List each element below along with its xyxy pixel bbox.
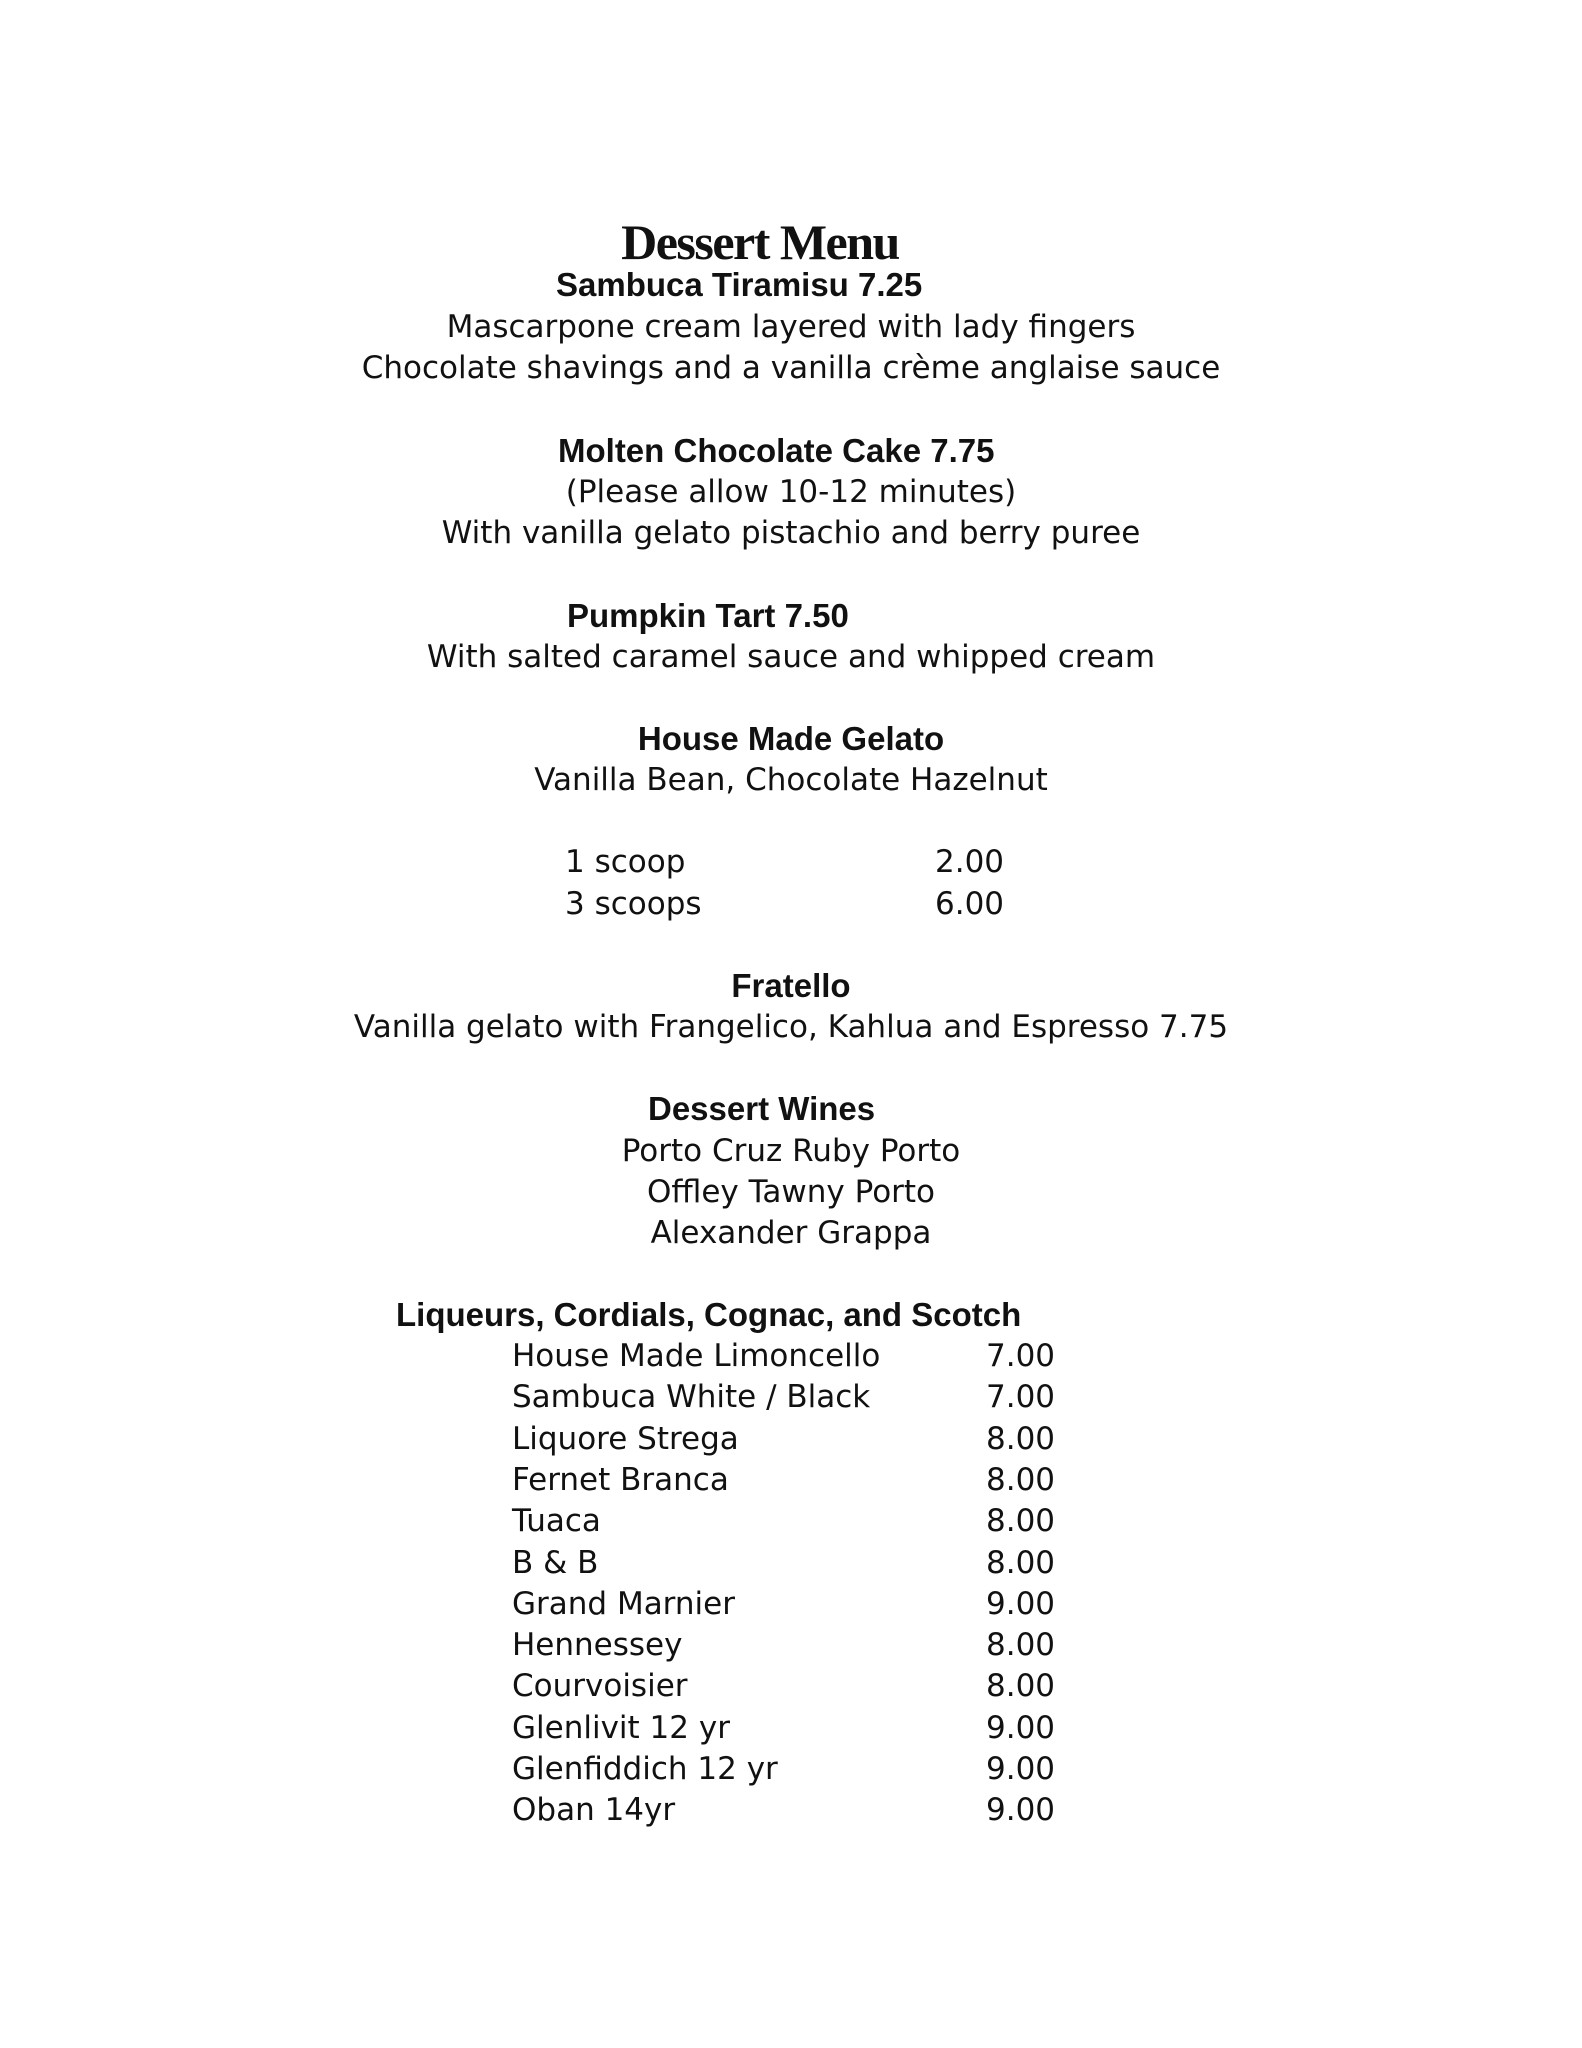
liqueur-price: 8.00 bbox=[986, 1544, 1056, 1581]
gelato-size-name: 3 scoops bbox=[565, 886, 702, 922]
pumpkin-desc: With salted caramel sauce and whipped cream bbox=[426, 639, 1156, 675]
liqueur-price: 7.00 bbox=[986, 1379, 1056, 1416]
liqueur-row bbox=[512, 1459, 1072, 1501]
pumpkin-heading: Pumpkin Tart 7.50 bbox=[567, 597, 849, 634]
gelato-size-row bbox=[565, 841, 1015, 883]
liqueur-row bbox=[512, 1748, 1072, 1790]
gelato-heading: House Made Gelato bbox=[637, 720, 945, 757]
liqueur-name: Courvoisier bbox=[512, 1668, 688, 1705]
liqueur-price: 8.00 bbox=[986, 1503, 1056, 1540]
page-title: Dessert Menu bbox=[621, 214, 899, 270]
liqueur-name: Glenfiddich 12 yr bbox=[512, 1751, 778, 1787]
liqueur-row bbox=[512, 1624, 1072, 1666]
wine-item: Alexander Grappa bbox=[650, 1215, 932, 1251]
liqueur-price: 8.00 bbox=[986, 1461, 1056, 1498]
molten-note: (Please allow 10-12 minutes) bbox=[565, 474, 1017, 510]
liqueur-name: Tuaca bbox=[512, 1503, 601, 1540]
liqueur-row bbox=[512, 1789, 1072, 1831]
gelato-flavors: Vanilla Bean, Chocolate Hazelnut bbox=[534, 762, 1048, 798]
liqueur-name: Sambuca White / Black bbox=[512, 1379, 871, 1416]
liqueurs-heading: Liqueurs, Cordials, Cognac, and Scotch bbox=[396, 1296, 1022, 1333]
liqueur-row bbox=[512, 1707, 1072, 1749]
liqueur-price: 9.00 bbox=[986, 1751, 1056, 1787]
liqueur-row bbox=[512, 1542, 1072, 1584]
liqueur-price: 9.00 bbox=[986, 1585, 1056, 1622]
gelato-size-price: 6.00 bbox=[935, 886, 1005, 922]
liqueur-row bbox=[512, 1335, 1072, 1377]
liqueur-name: House Made Limoncello bbox=[512, 1338, 881, 1374]
gelato-size-name: 1 scoop bbox=[565, 844, 686, 880]
liqueur-price: 7.00 bbox=[986, 1338, 1056, 1374]
liqueur-name: B & B bbox=[512, 1544, 599, 1581]
liqueur-price: 8.00 bbox=[986, 1627, 1056, 1664]
wine-item: Offley Tawny Porto bbox=[646, 1174, 936, 1210]
liqueur-name: Fernet Branca bbox=[512, 1461, 729, 1498]
liqueur-row bbox=[512, 1418, 1072, 1460]
tiramisu-desc-1: Mascarpone cream layered with lady fingers bbox=[446, 309, 1136, 345]
liqueur-row bbox=[512, 1500, 1072, 1542]
liqueur-name: Hennessey bbox=[512, 1627, 683, 1664]
liqueur-row bbox=[512, 1376, 1072, 1418]
liqueur-price: 8.00 bbox=[986, 1668, 1056, 1705]
fratello-heading: Fratello bbox=[731, 967, 851, 1004]
liqueur-name: Glenlivit 12 yr bbox=[512, 1709, 730, 1746]
fratello-desc: Vanilla gelato with Frangelico, Kahlua and Espresso 7.75 bbox=[353, 1009, 1229, 1045]
liqueur-name: Grand Marnier bbox=[512, 1585, 735, 1622]
tiramisu-heading: Sambuca Tiramisu 7.25 bbox=[556, 266, 923, 303]
gelato-size-row bbox=[565, 883, 1015, 925]
gelato-size-price: 2.00 bbox=[935, 844, 1005, 880]
molten-heading: Molten Chocolate Cake 7.75 bbox=[558, 432, 995, 469]
liqueur-row bbox=[512, 1583, 1072, 1625]
liqueur-price: 9.00 bbox=[986, 1709, 1056, 1746]
liqueur-name: Oban 14yr bbox=[512, 1792, 676, 1829]
liqueur-name: Liquore Strega bbox=[512, 1420, 739, 1457]
wines-heading: Dessert Wines bbox=[648, 1090, 876, 1127]
liqueur-price: 9.00 bbox=[986, 1792, 1056, 1829]
liqueur-row bbox=[512, 1665, 1072, 1707]
molten-desc: With vanilla gelato pistachio and berry puree bbox=[441, 515, 1141, 551]
liqueur-price: 8.00 bbox=[986, 1420, 1056, 1457]
tiramisu-desc-2: Chocolate shavings and a vanilla crème anglaise sauce bbox=[361, 350, 1221, 386]
wine-item: Porto Cruz Ruby Porto bbox=[621, 1133, 961, 1169]
